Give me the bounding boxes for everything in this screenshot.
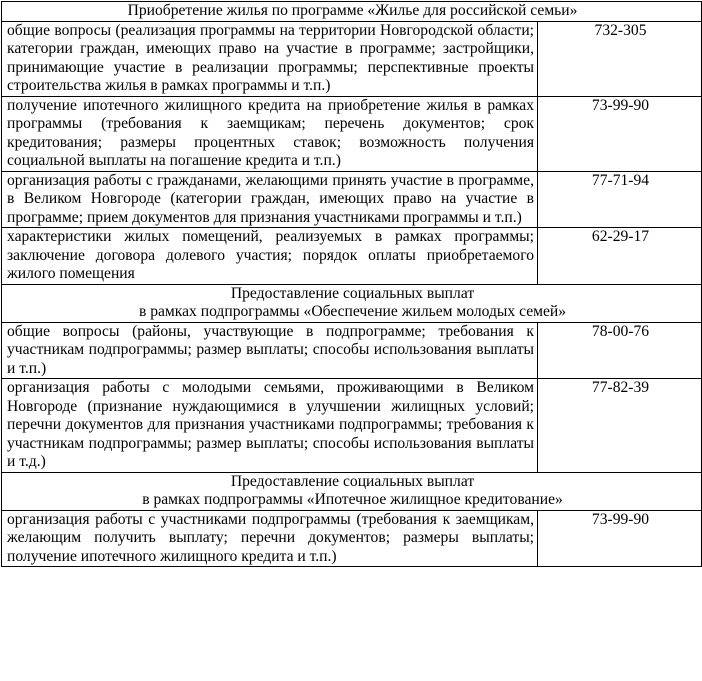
phone-number: 77-71-94 xyxy=(538,171,702,228)
phone-number: 732-305 xyxy=(538,21,702,96)
table-row xyxy=(2,171,702,228)
section-header-row xyxy=(2,284,702,322)
section-title-line: в рамках подпрограммы «Обеспечение жильем молодых семей» xyxy=(138,303,567,320)
topic-description: организация работы с молодыми семьями, проживающими в Великом Новгороде (признание нуждающимися в улучшении жилищных условий; перечни документов для признания участниками подпрограммы; требования к участникам подпрограммы; размер выплаты; способы использования выплаты и т.д.) xyxy=(2,379,538,473)
section-title-line: в рамках подпрограммы «Ипотечное жилищное кредитование» xyxy=(142,491,563,508)
section-title xyxy=(2,284,702,322)
topic-description: характеристики жилых помещений, реализуемых в рамках программы; заключение договора долевого участия; порядок оплаты приобретаемого жилого помещения xyxy=(2,228,538,285)
table-row xyxy=(2,379,702,473)
phone-number: 73-99-90 xyxy=(538,510,702,567)
table-row xyxy=(2,21,702,96)
section-title xyxy=(2,2,702,22)
phone-number: 78-00-76 xyxy=(538,322,702,379)
phone-number: 77-82-39 xyxy=(538,379,702,473)
table-row xyxy=(2,510,702,567)
topic-description: получение ипотечного жилищного кредита на приобретение жилья в рамках программы (требования к заемщикам; перечень документов; срок кредитования; размеры процентных ставок; возможность получения социальной выплаты на погашение кредита и т.п.) xyxy=(2,96,538,171)
table-row xyxy=(2,322,702,379)
section-title-line: Предоставление социальных выплат xyxy=(230,472,475,490)
section-title-line: Предоставление социальных выплат xyxy=(230,284,475,302)
section-header-row xyxy=(2,2,702,22)
section-title-line: Приобретение жилья по программе «Жилье для российской семьи» xyxy=(127,2,578,19)
topic-description: общие вопросы (районы, участвующие в подпрограмме; требования к участникам подпрограммы; размер выплаты; способы использования выплаты и т.п.) xyxy=(2,322,538,379)
section-header-row xyxy=(2,472,702,510)
phone-number: 62-29-17 xyxy=(538,228,702,285)
section-title xyxy=(2,472,702,510)
topic-description: общие вопросы (реализация программы на территории Новгородской области; категории граждан, имеющих право на участие в программе; застройщики, принимающие участие в реализации программы; перспективные проекты строительства жилья в рамках программы и т.п.) xyxy=(2,21,538,96)
topic-description: организация работы с гражданами, желающими принять участие в программе, в Великом Новгороде (категории граждан, имеющих право на участие в программе; прием документов для признания участниками программы и т.п.) xyxy=(2,171,538,228)
table-row xyxy=(2,228,702,285)
table-row xyxy=(2,96,702,171)
contact-table xyxy=(1,1,702,567)
topic-description: организация работы с участниками подпрограммы (требования к заемщикам, желающим получить выплату; перечни документов; размеры выплаты; получение ипотечного жилищного кредита и т.п.) xyxy=(2,510,538,567)
phone-number: 73-99-90 xyxy=(538,96,702,171)
